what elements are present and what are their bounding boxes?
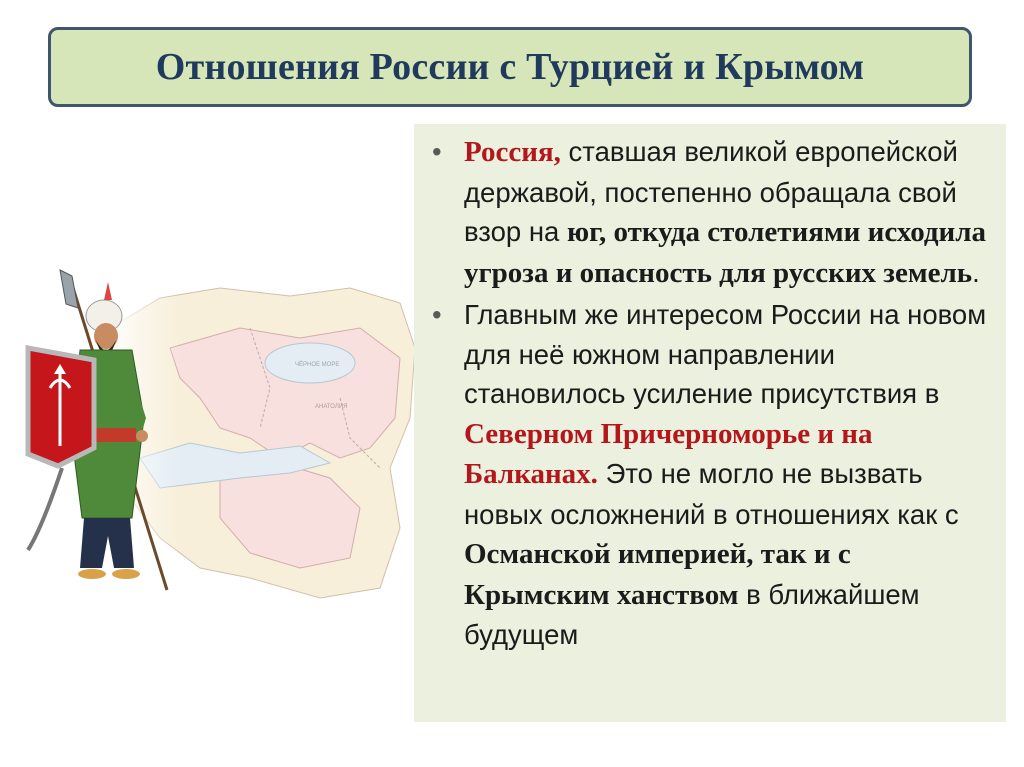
highlight-black-sea-balkans: Северном Причерноморье и на Балканах. — [464, 417, 873, 490]
title-banner — [48, 27, 972, 107]
bullet-item-2 — [428, 295, 998, 655]
bullet-list — [428, 132, 998, 655]
bullet-item-1 — [428, 132, 998, 293]
bullet-2-text-a: Главным же интересом России на новом для неё южном направлении становилось усиление присутствия в — [464, 299, 987, 409]
bullet-marker: • — [432, 299, 442, 330]
ottoman-warrior-illustration — [22, 268, 172, 598]
bullet-1-emphasis: юг, откуда столетиями исходила угроза и опасность для русских земель — [464, 216, 987, 289]
bullet-2-emphasis: Османской империей, так и с Крымским ханством — [464, 538, 851, 611]
bullet-marker: • — [432, 136, 442, 167]
bullet-1-period: . — [972, 256, 980, 288]
bullet-2-text-c: в ближайшем будущем — [464, 578, 920, 650]
text-panel — [414, 124, 1006, 722]
highlight-russia: Россия, — [464, 136, 561, 168]
slide-title: Отношения России с Турцией и Крымом — [155, 46, 865, 88]
bullet-1-text-a: ставшая великой европейской державой, постепенно обращала свой взор на — [464, 136, 958, 247]
bullet-2-text-b: Это не могло не вызвать новых осложнений в отношениях как с — [464, 458, 959, 530]
